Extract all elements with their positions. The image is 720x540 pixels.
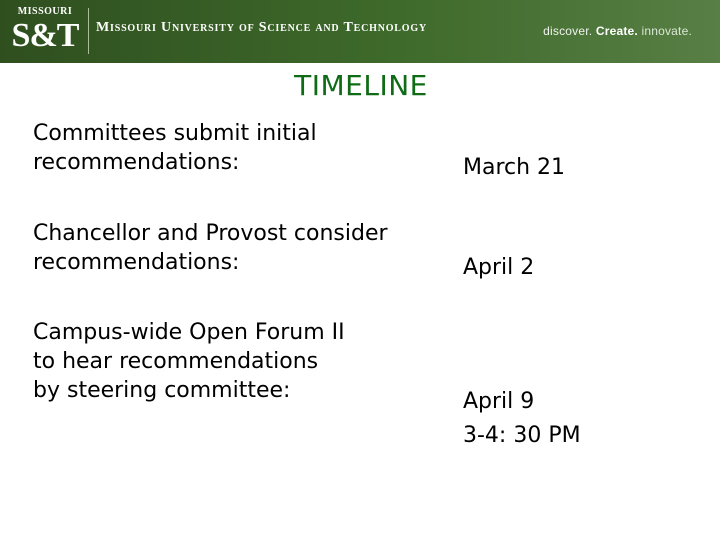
timeline-time: 3-4: 30 PM bbox=[463, 423, 581, 448]
timeline-label-line: recommendations: bbox=[33, 150, 240, 175]
timeline-label-line: Campus-wide Open Forum II bbox=[33, 320, 345, 345]
logo-top-text: MISSOURI bbox=[17, 6, 73, 17]
timeline-date: April 9 bbox=[463, 389, 535, 414]
header-banner bbox=[0, 0, 720, 63]
timeline-label-line: recommendations: bbox=[33, 250, 240, 275]
timeline-item-2 bbox=[33, 219, 388, 277]
timeline-item-1 bbox=[33, 119, 317, 177]
timeline-date: April 2 bbox=[463, 255, 535, 280]
tagline bbox=[543, 24, 692, 38]
university-name: Missouri University of Science and Technology bbox=[96, 20, 427, 35]
timeline-label-line: to hear recommendations bbox=[33, 349, 319, 374]
timeline-date: March 21 bbox=[463, 155, 566, 180]
slide-title: TIMELINE bbox=[294, 69, 428, 102]
university-logo bbox=[8, 6, 82, 58]
logo-divider bbox=[88, 8, 89, 54]
timeline-item-3 bbox=[33, 318, 345, 405]
tagline-create: Create. bbox=[595, 24, 638, 38]
logo-mark-text: S&T bbox=[11, 17, 79, 54]
tagline-innovate: innovate. bbox=[641, 24, 692, 38]
tagline-discover: discover. bbox=[543, 24, 593, 38]
timeline-label-line: by steering committee: bbox=[33, 378, 291, 403]
timeline-label-line: Committees submit initial bbox=[33, 121, 317, 146]
timeline-label-line: Chancellor and Provost consider bbox=[33, 221, 388, 246]
